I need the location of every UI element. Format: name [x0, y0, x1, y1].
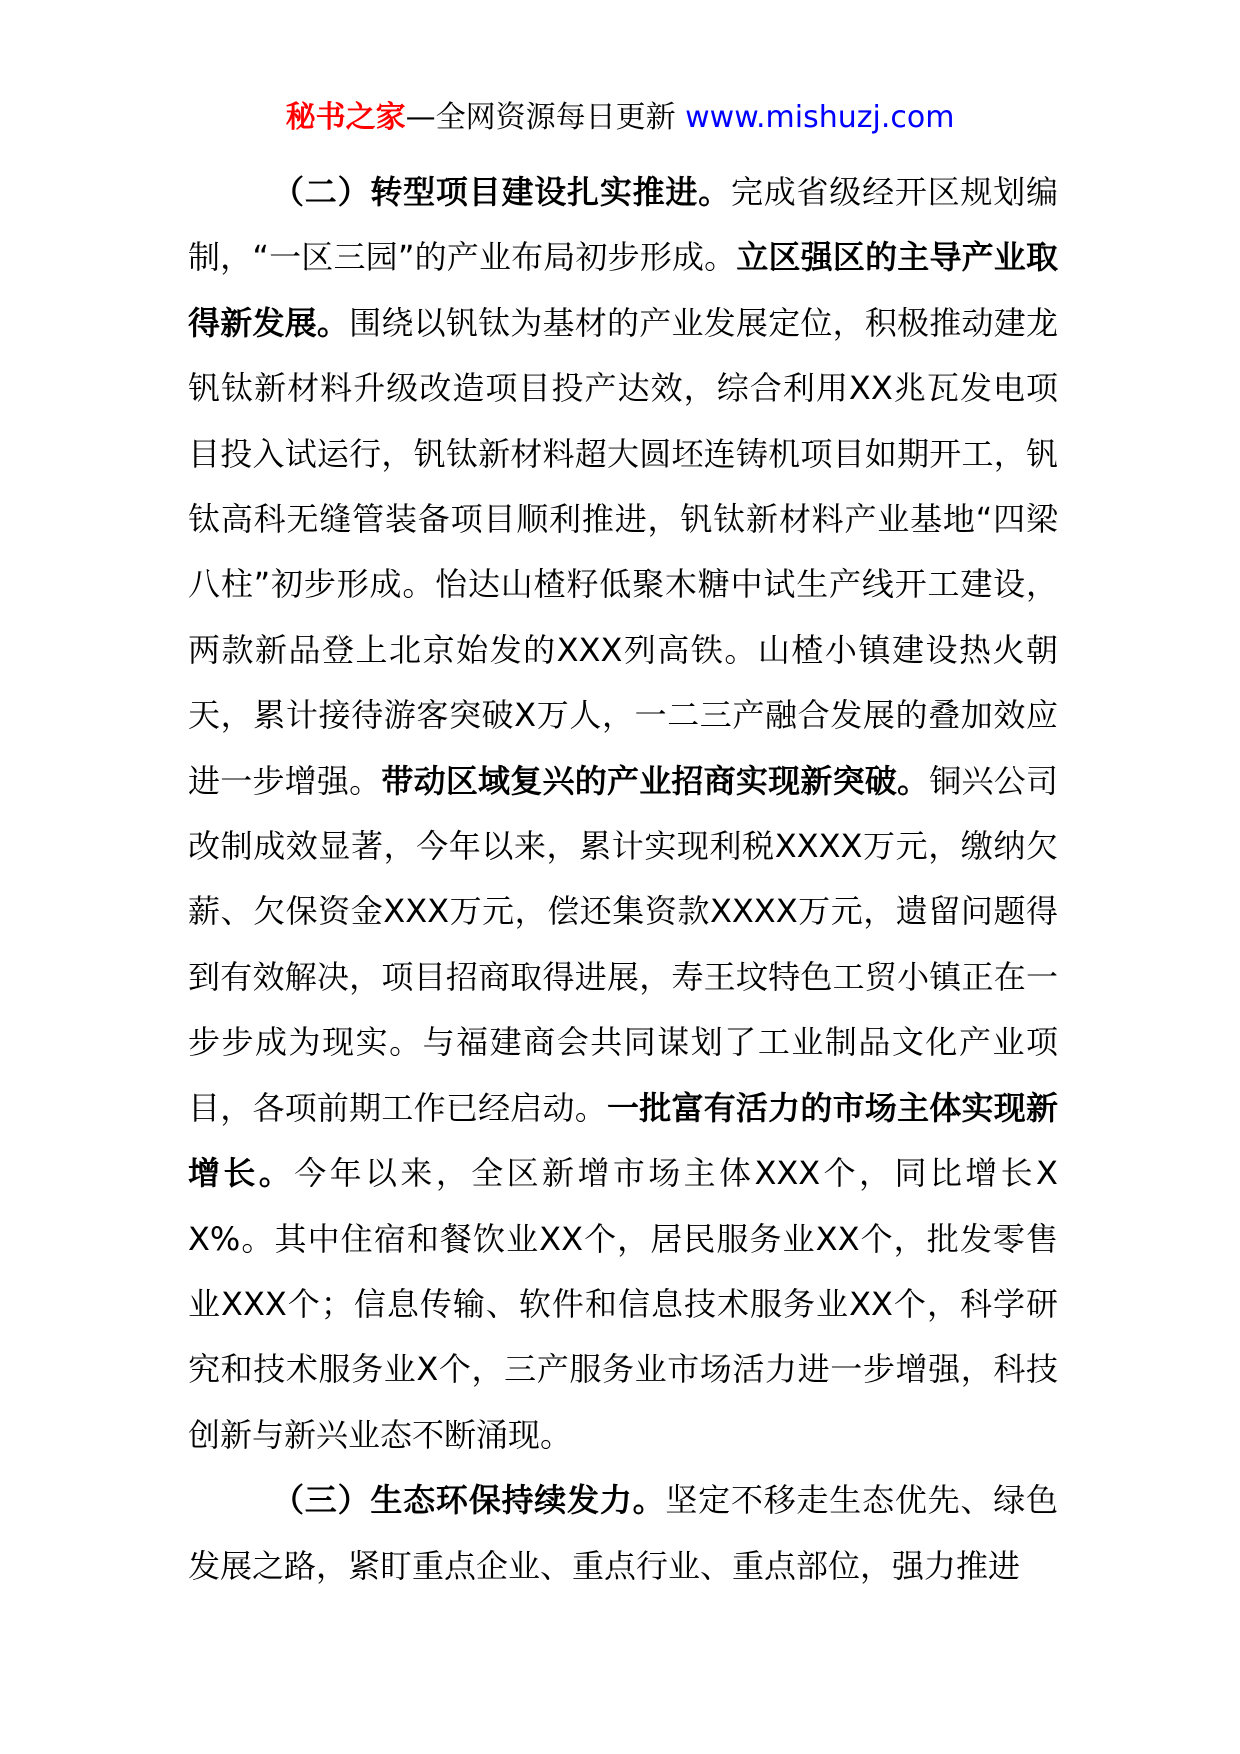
site-brand: 秘书之家	[285, 100, 406, 135]
document-body	[188, 160, 1058, 1599]
paragraph	[188, 160, 1058, 1468]
paragraph-text: 坚定不移走生态优先、绿色发展之路，紧盯重点企业、重点行业、重点部位，强力推进	[188, 1481, 1058, 1585]
site-header	[0, 98, 1240, 138]
paragraph-text: 完成省级经开区规划编制，“一区三园”的产业布局初步形成。	[188, 173, 1058, 277]
paragraph-text: 围绕以钒钛为基材的产业发展定位，积极推动建龙钒钛新材料升级改造项目投产达效，综合利用XX兆瓦发电项目投入试运行，钒钛新材料超大圆坯连铸机项目如期开工，钒钛高科无缝管装备项目顺利推进，钒钛新材料产业基地“四梁八柱”初步形成。怡达山楂籽低聚木糖中试生产线开工建设，两款新品登上北京始发的XXX列高铁。山楂小镇建设热火朝天，累计接待游客突破X万人，一二三产融合发展的叠加效应进一步增强。	[188, 303, 1058, 800]
subsection-heading: 立区强区的主导产业取得新发展。	[188, 238, 1058, 342]
site-url-link[interactable]: www.mishuzj.com	[685, 100, 955, 135]
paragraph-text: 今年以来，全区新增市场主体XXX个，同比增长XX%。其中住宿和餐饮业XX个，居民服务业XX个，批发零售业XXX个；信息传输、软件和信息技术服务业XX个，科学研究和技术服务业X个，三产服务业市场活力进一步增强，科技创新与新兴业态不断涌现。	[188, 1154, 1058, 1454]
paragraph-text: 铜兴公司改制成效显著，今年以来，累计实现利税XXXX万元，缴纳欠薪、欠保资金XXX万元，偿还集资款XXXX万元，遗留问题得到有效解决，项目招商取得进展，寿王坟特色工贸小镇正在一步步成为现实。与福建商会共同谋划了工业制品文化产业项目，各项前期工作已经启动。	[188, 761, 1058, 1127]
subsection-heading: 带动区域复兴的产业招商实现新突破。	[381, 761, 930, 800]
section-heading: （三）生态环保持续发力。	[272, 1481, 666, 1520]
section-heading: （二）转型项目建设扎实推进。	[272, 173, 731, 211]
site-slogan: —全网资源每日更新	[405, 100, 676, 135]
paragraph	[188, 1468, 1058, 1599]
subsection-heading: 一批富有活力的市场主体实现新增长。	[188, 1088, 1058, 1193]
